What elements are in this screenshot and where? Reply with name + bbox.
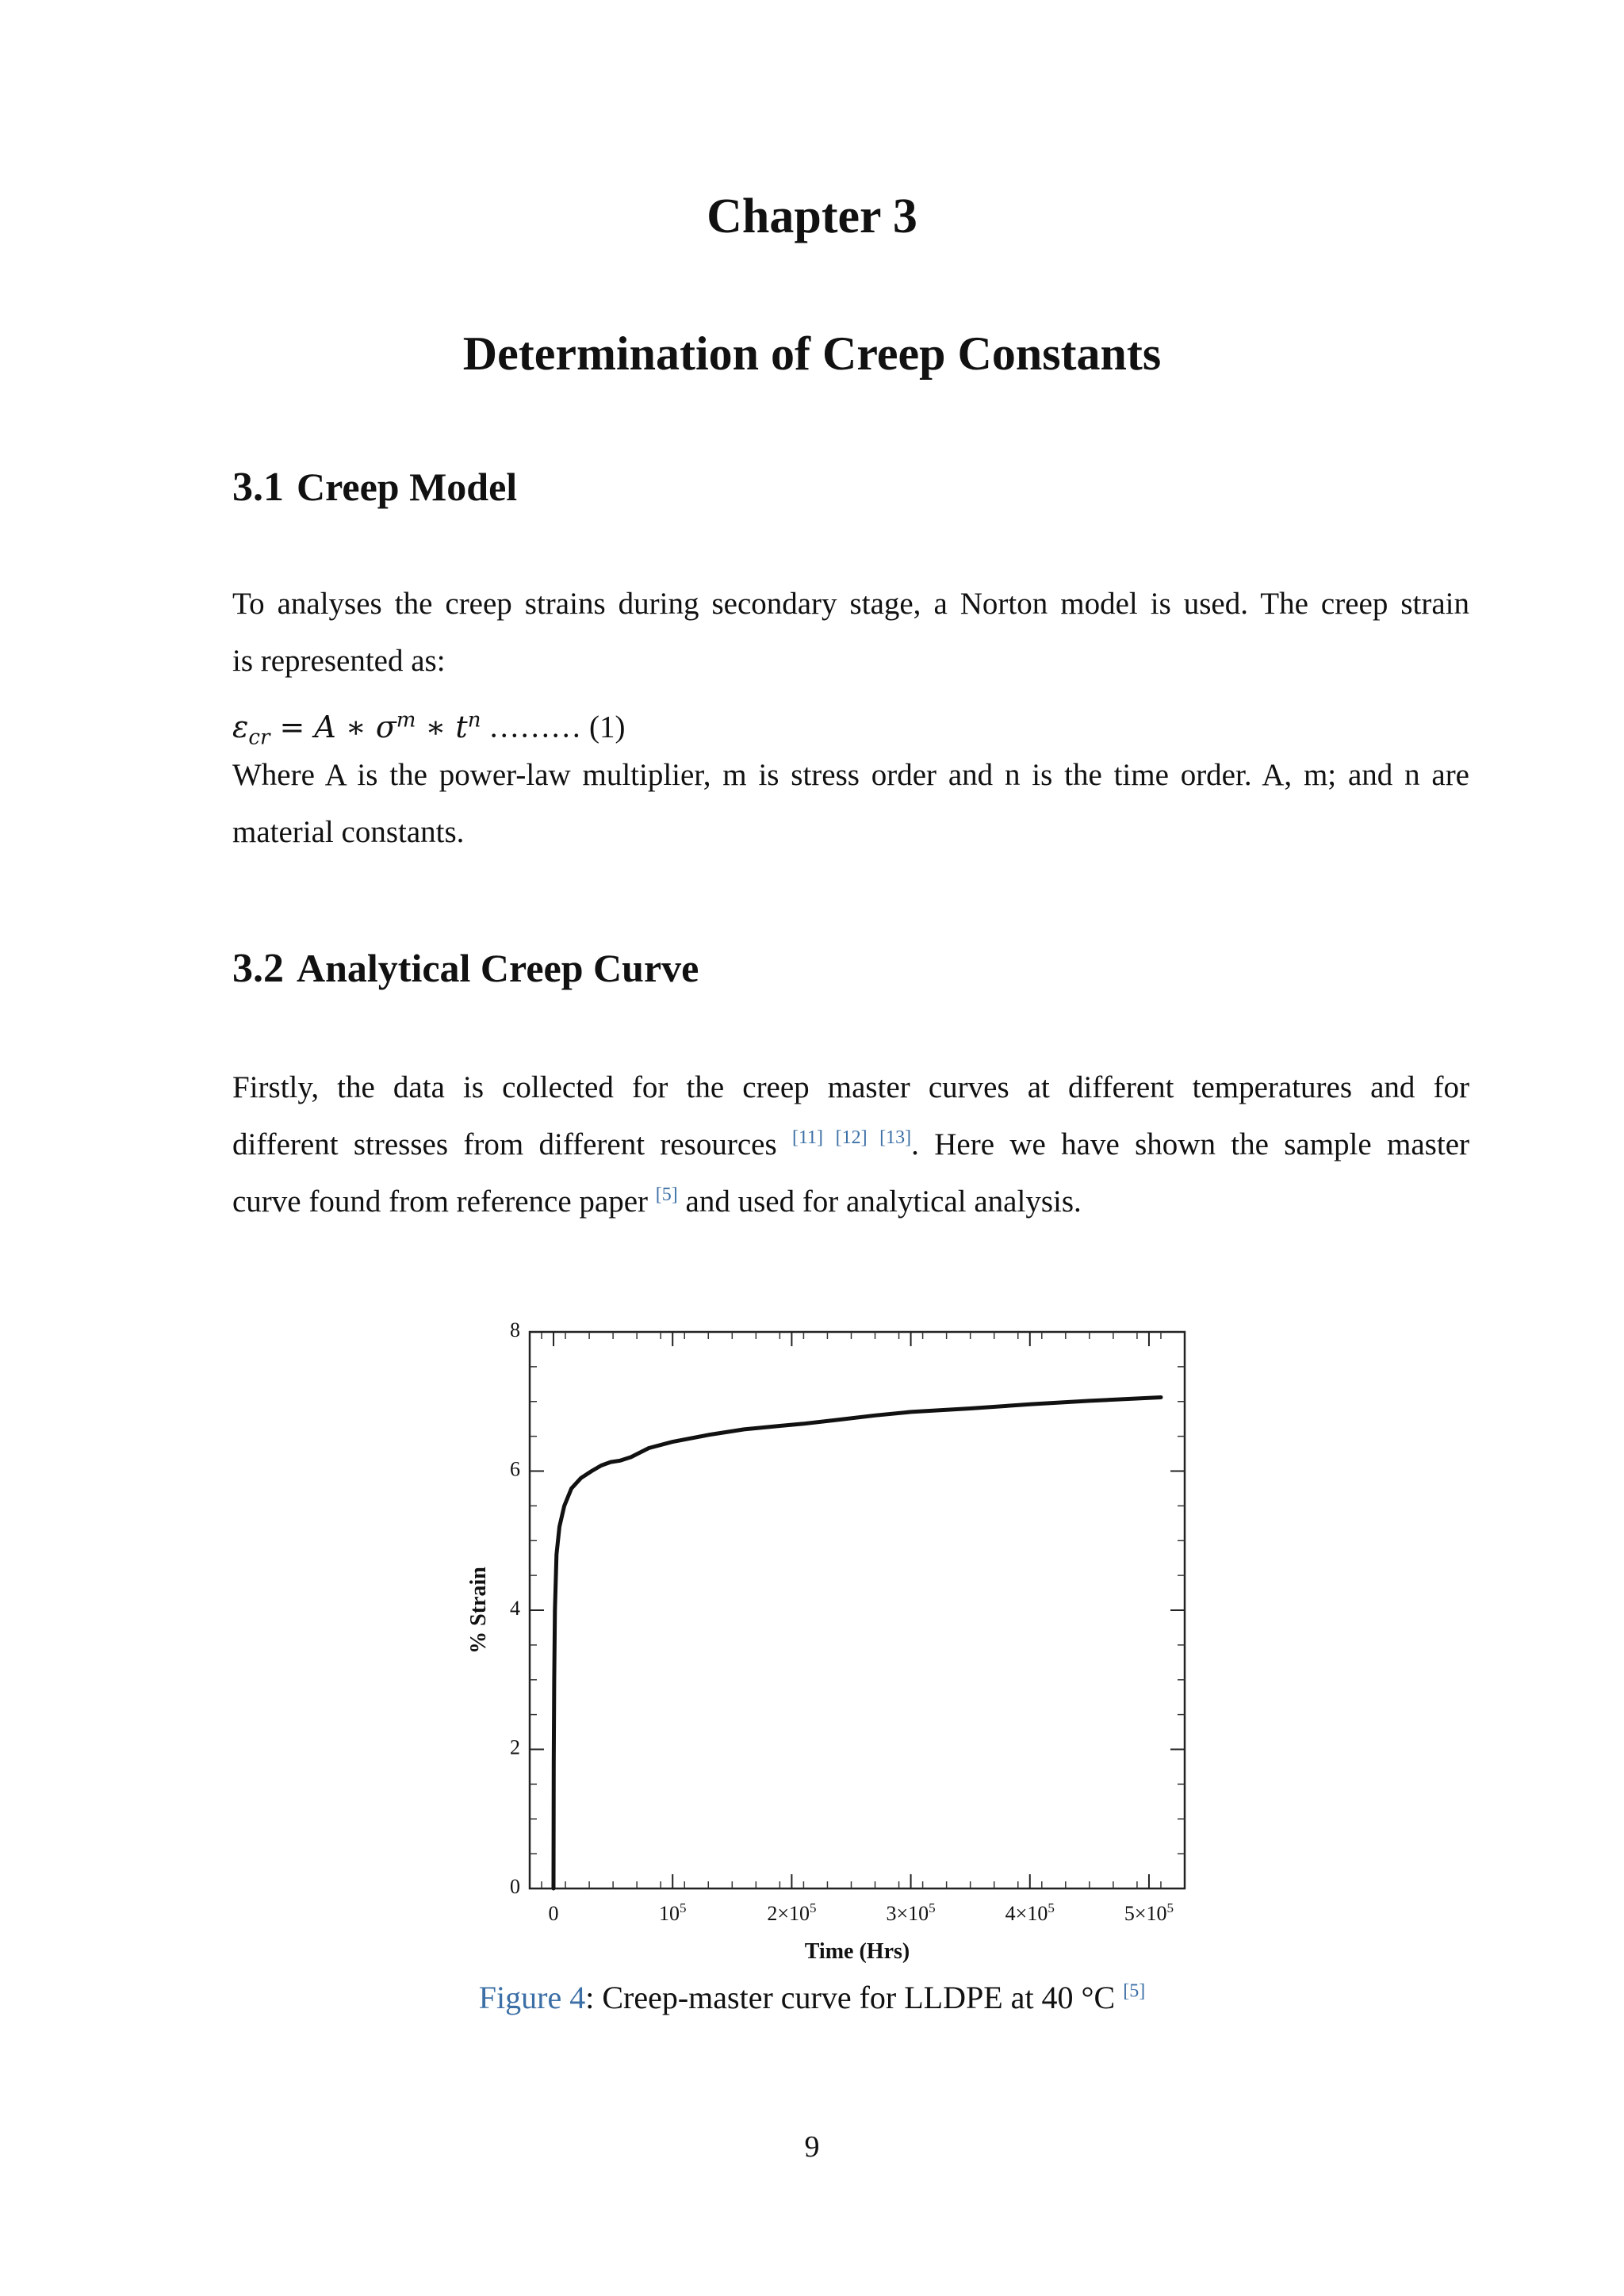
series-line-strain	[553, 1398, 1161, 1889]
text-line: Where A is the power-law multiplier, m is stress order and n is the time order. A, m; and n are	[232, 758, 1469, 792]
section-title: Analytical Creep Curve	[297, 946, 699, 990]
figure-caption: Figure 4: Creep-master curve for LLDPE at 40 °C [5]	[478, 1980, 1146, 2015]
section-number: 3.2	[232, 946, 284, 991]
text-line: is represented as:	[232, 644, 446, 678]
citation-link[interactable]: [5]	[1123, 1980, 1146, 2002]
text-line: different stresses from different resources [11] [12] [13]. Here we have shown the sample master	[232, 1127, 1469, 1161]
x-tick-label: $5\times 10^5$	[1124, 1900, 1174, 1925]
creep-master-curve-chart	[444, 1308, 1205, 1966]
figure-label-link[interactable]: Figure 4	[478, 1980, 586, 2015]
paragraph-constants	[232, 747, 1469, 861]
section-title: Creep Model	[297, 465, 518, 509]
paragraph-master-curves	[232, 1059, 1469, 1230]
plot-frame	[530, 1332, 1185, 1888]
x-tick-label: $4\times 10^5$	[1005, 1900, 1055, 1925]
text-line: Firstly, the data is collected for the creep master curves at different temperatures and for	[232, 1070, 1469, 1104]
x-tick-label: $3\times 10^5$	[886, 1900, 936, 1925]
y-tick-label: 6	[510, 1457, 520, 1481]
section-number: 3.1	[232, 465, 284, 510]
section-heading-analytical-creep-curve	[232, 945, 699, 992]
y-axis-label: % Strain	[466, 1567, 491, 1654]
x-tick-label: $2\times 10^5$	[767, 1900, 817, 1925]
y-tick-label: 4	[510, 1596, 520, 1620]
x-tick-label: $10^5$	[658, 1900, 687, 1925]
text-line: material constants.	[232, 815, 465, 849]
y-tick-label: 8	[510, 1318, 520, 1341]
x-tick-label: 0	[548, 1902, 559, 1925]
citation-link[interactable]: [5]	[655, 1184, 678, 1205]
page-number: 9	[804, 2130, 820, 2164]
paragraph-norton-intro	[232, 576, 1469, 690]
y-tick-label: 2	[510, 1735, 520, 1759]
chapter-title: Chapter 3	[707, 189, 917, 243]
section-heading-creep-model	[232, 464, 517, 511]
chapter-subtitle: Determination of Creep Constants	[462, 327, 1162, 380]
text-line: To analyses the creep strains during secondary stage, a Norton model is used. The creep strain	[232, 587, 1469, 621]
x-axis-label: Time (Hrs)	[804, 1939, 910, 1964]
citation-link[interactable]: [11] [12] [13]	[791, 1127, 912, 1148]
y-tick-label: 0	[510, 1874, 520, 1898]
text-line: curve found from reference paper [5] and used for analytical analysis.	[232, 1184, 1082, 1219]
equation-norton: $\varepsilon_{cr} = A$ ∗ $\sigma^m$ ∗ $t^n$ ……… (1)	[232, 708, 626, 750]
